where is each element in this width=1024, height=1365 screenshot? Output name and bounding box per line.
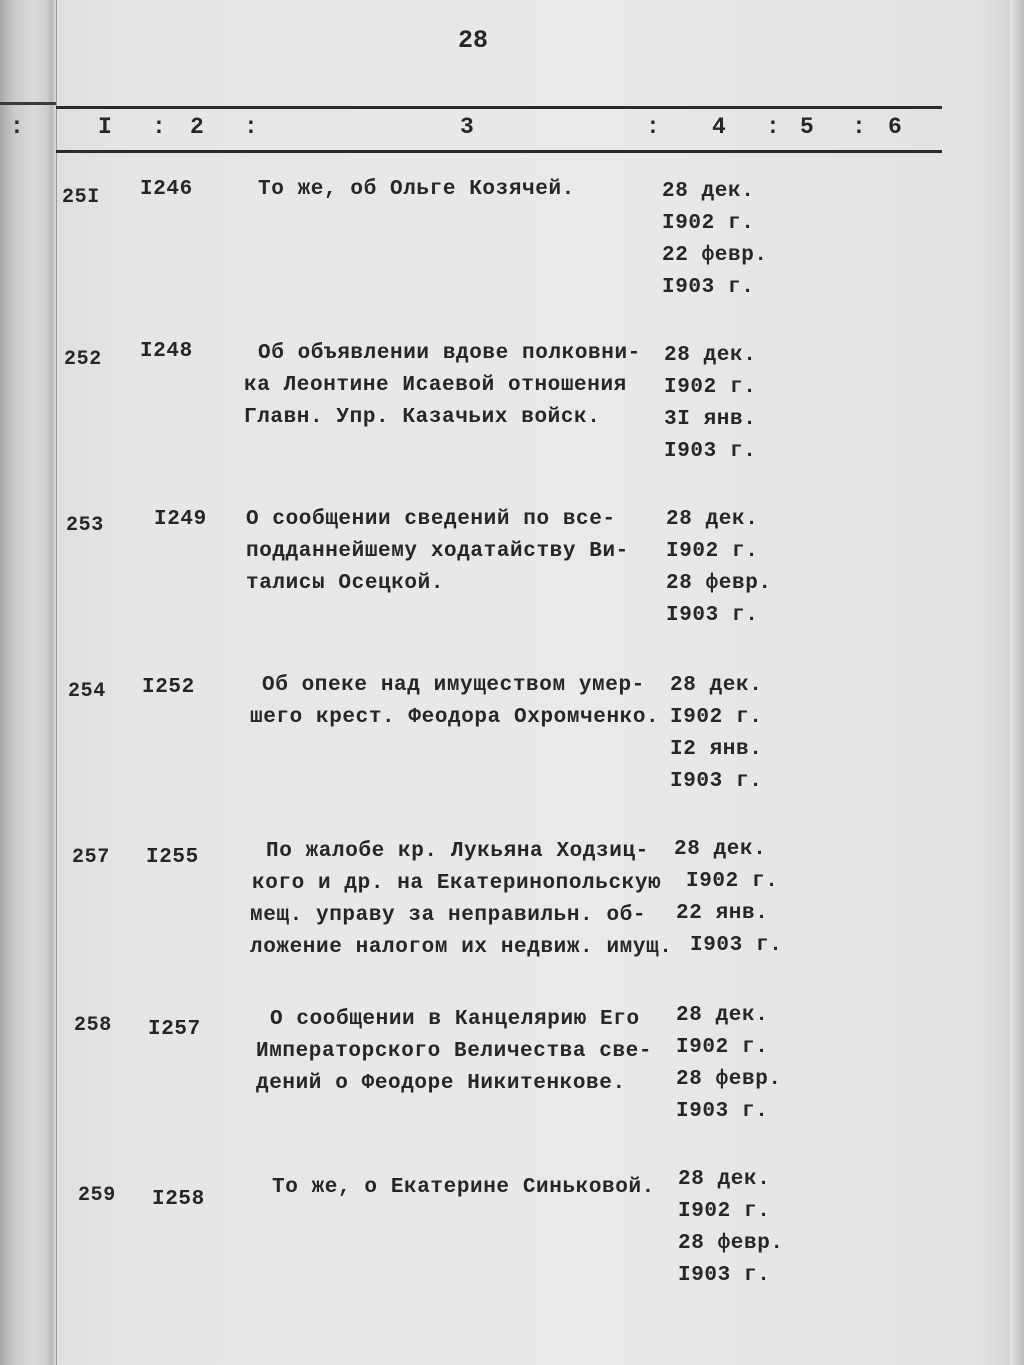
entry-file-number: I248 [140,340,193,363]
entry-description-line: дений о Феодоре Никитенкове. [256,1072,626,1095]
entry-date-line: I902 г. [678,1200,771,1223]
entry-date-line: I902 г. [662,212,755,235]
entry-date-line: 28 дек. [674,838,767,861]
entry-number: 252 [64,348,102,371]
entry-date-line: 22 февр. [662,244,768,267]
entry-description-line: талисы Осецкой. [246,572,445,595]
entry-date-line: I903 г. [690,934,783,957]
entry-date-line: I902 г. [664,376,757,399]
entry-date-line: I903 г. [666,604,759,627]
header-separator: : [766,114,780,140]
entry-date-line: 28 дек. [664,344,757,367]
entry-date-line: I902 г. [666,540,759,563]
entry-date-line: 28 февр. [678,1232,784,1255]
entry-file-number: I255 [146,846,199,869]
entry-date-line: I903 г. [670,770,763,793]
header-col-3: 3 [460,114,474,140]
entry-date-line: 28 дек. [676,1004,769,1027]
entry-description-line: Императорского Величества све- [256,1040,653,1063]
page-edge [1010,0,1024,1365]
entry-file-number: I258 [152,1188,205,1211]
entry-date-line: I2 янв. [670,738,763,761]
entry-number: 259 [78,1184,116,1207]
entry-date-line: 3I янв. [664,408,757,431]
book-spine [0,0,57,1365]
entry-date-line: I903 г. [678,1264,771,1287]
header-rule-top-left [0,102,56,105]
entry-date-line: 28 дек. [662,180,755,203]
header-col-2: 2 [190,114,204,140]
header-col-6: 6 [888,114,902,140]
header-rule-bottom [56,150,942,153]
entry-file-number: I252 [142,676,195,699]
header-col-4: 4 [712,114,726,140]
entry-number: 257 [72,846,110,869]
entry-description-line: То же, о Екатерине Синьковой. [272,1176,655,1199]
entry-date-line: 28 февр. [676,1068,782,1091]
entry-date-line: 22 янв. [676,902,769,925]
entry-description-line: подданнейшему ходатайству Ви- [246,540,629,563]
header-rule-top [56,106,942,109]
entry-description-line: ка Леонтине Исаевой отношения [244,374,627,397]
header-separator: : [152,114,166,140]
entry-description-line: Об опеке над имуществом умер- [262,674,645,697]
entry-file-number: I257 [148,1018,201,1041]
entry-file-number: I246 [140,178,193,201]
entry-number: 25I [62,186,100,209]
entry-description-line: То же, об Ольге Козячей. [258,178,575,201]
entry-description-line: Об объявлении вдове полковни- [258,342,641,365]
entry-date-line: I902 г. [676,1036,769,1059]
entry-description-line: шего крест. Феодора Охромченко. [250,706,660,729]
entry-description-line: О сообщении сведений по все- [246,508,616,531]
entry-description-line: Главн. Упр. Казачьих войск. [244,406,601,429]
entry-date-line: 28 дек. [666,508,759,531]
entry-description-line: ложение налогом их недвиж. имущ. [250,936,673,959]
entry-date-line: I903 г. [664,440,757,463]
entry-description-line: О сообщении в Канцелярию Его [270,1008,640,1031]
entry-number: 254 [68,680,106,703]
header-separator: : [646,114,660,140]
entry-description-line: По жалобе кр. Лукьяна Ходзиц- [266,840,649,863]
header-separator: : [244,114,258,140]
entry-date-line: 28 февр. [666,572,772,595]
entry-date-line: I903 г. [676,1100,769,1123]
entry-file-number: I249 [154,508,207,531]
header-col-5: 5 [800,114,814,140]
header-col-1: I [98,114,112,140]
entry-date-line: 28 дек. [678,1168,771,1191]
entry-date-line: I902 г. [686,870,779,893]
entry-date-line: I903 г. [662,276,755,299]
entry-description-line: мещ. управу за неправильн. об- [250,904,647,927]
header-separator: : [10,114,24,140]
entry-date-line: 28 дек. [670,674,763,697]
page-number: 28 [458,26,489,55]
entry-date-line: I902 г. [670,706,763,729]
entry-number: 253 [66,514,104,537]
entry-number: 258 [74,1014,112,1037]
entry-description-line: кого и др. на Екатеринопольскую [252,872,662,895]
header-separator: : [852,114,866,140]
